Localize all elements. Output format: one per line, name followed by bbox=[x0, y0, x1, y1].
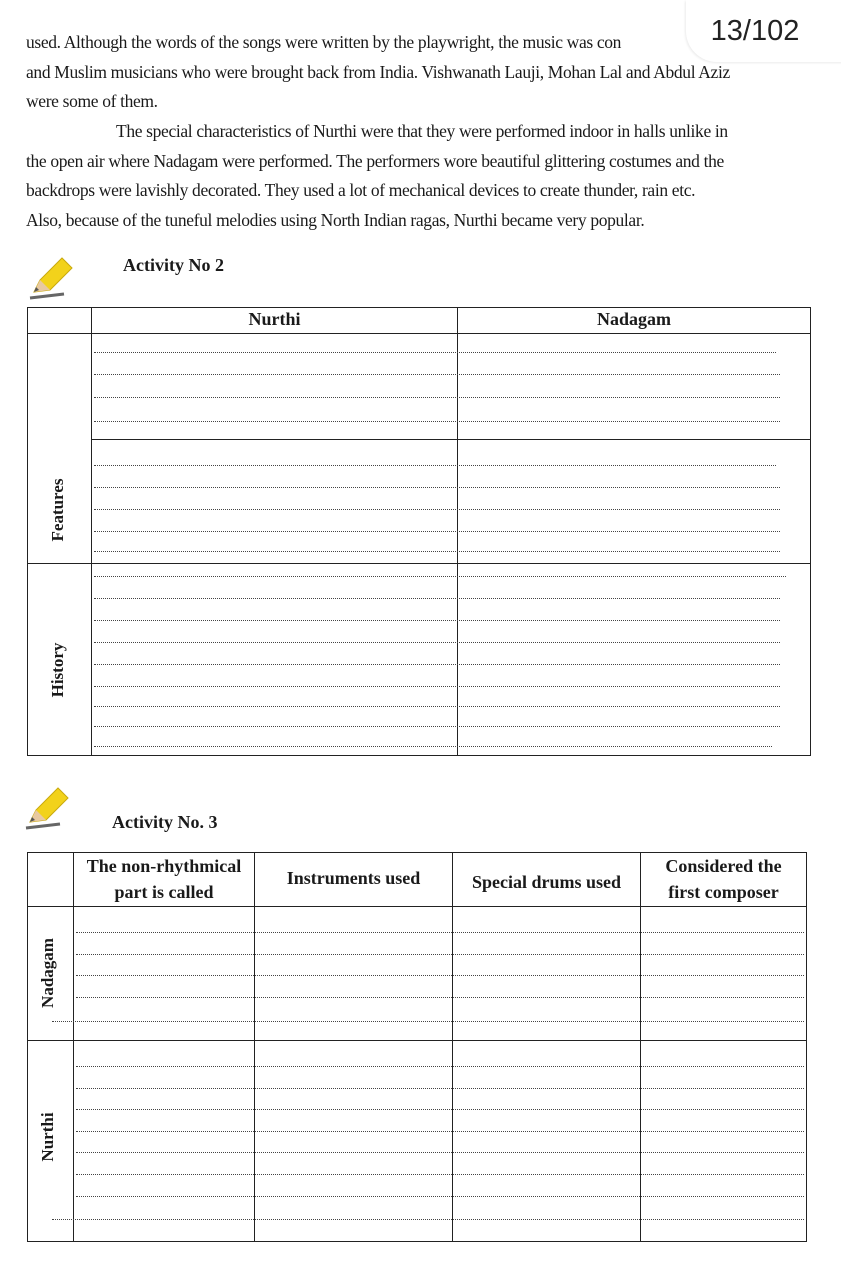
activity-2-title: Activity No 2 bbox=[123, 255, 224, 275]
activity-2-header-nadagam: Nadagam bbox=[596, 309, 671, 329]
paragraph-line-2: and Muslim musicians who were brought back from India. Vishwanath Lauji, Mohan Lal and Abdul Aziz bbox=[26, 62, 730, 82]
write-line[interactable] bbox=[94, 531, 780, 532]
activity-3-title: Activity No. 3 bbox=[112, 812, 218, 832]
write-line[interactable] bbox=[94, 421, 780, 422]
activity-2-table bbox=[27, 307, 811, 756]
write-line[interactable] bbox=[94, 509, 780, 510]
write-line[interactable] bbox=[76, 1109, 804, 1110]
pencil-icon bbox=[28, 252, 76, 300]
write-line[interactable] bbox=[76, 1088, 804, 1089]
activity-2-header-nurthi: Nurthi bbox=[248, 309, 301, 329]
write-line[interactable] bbox=[76, 954, 804, 955]
write-line[interactable] bbox=[94, 397, 780, 398]
activity-2-row-label-features: Features bbox=[48, 478, 67, 542]
write-line[interactable] bbox=[94, 487, 780, 488]
write-line[interactable] bbox=[52, 1021, 804, 1022]
write-line[interactable] bbox=[76, 997, 804, 998]
activity-3-table bbox=[27, 852, 807, 1242]
write-line[interactable] bbox=[94, 598, 780, 599]
write-line[interactable] bbox=[76, 1174, 804, 1175]
paragraph-line-7: Also, because of the tuneful melodies using North Indian ragas, Nurthi became very popular. bbox=[26, 210, 645, 230]
write-line[interactable] bbox=[52, 1219, 804, 1220]
write-line[interactable] bbox=[94, 620, 780, 621]
activity-2-row-label-history: History bbox=[48, 642, 67, 698]
activity-3-header-instruments: Instruments used bbox=[286, 868, 421, 888]
paragraph-line-6: backdrops were lavishly decorated. They used a lot of mechanical devices to create thunder, rain etc. bbox=[26, 180, 696, 200]
paragraph-line-5: the open air where Nadagam were performed. The performers wore beautiful glittering costumes and the bbox=[26, 151, 724, 171]
activity-3-row-label-nadagam: Nadagam bbox=[38, 938, 57, 1008]
write-line[interactable] bbox=[76, 1152, 804, 1153]
write-line[interactable] bbox=[94, 374, 780, 375]
write-line[interactable] bbox=[76, 932, 804, 933]
paragraph-line-3: were some of them. bbox=[26, 91, 158, 111]
write-line[interactable] bbox=[94, 726, 780, 727]
page-indicator: 13/102 bbox=[686, 0, 841, 62]
write-line[interactable] bbox=[76, 1196, 804, 1197]
write-line[interactable] bbox=[94, 686, 780, 687]
write-line[interactable] bbox=[94, 465, 776, 466]
activity-3-header-non-rhythmical: The non-rhythmical part is called bbox=[86, 856, 242, 902]
write-line[interactable] bbox=[94, 576, 786, 577]
activity-3-header-first-composer: Considered the first composer bbox=[665, 856, 782, 902]
write-line[interactable] bbox=[94, 664, 780, 665]
write-line[interactable] bbox=[76, 975, 804, 976]
write-line[interactable] bbox=[94, 352, 776, 353]
paragraph-line-4: The special characteristics of Nurthi were that they were performed indoor in halls unlike in bbox=[116, 121, 728, 141]
write-line[interactable] bbox=[76, 1066, 804, 1067]
pencil-icon bbox=[24, 782, 72, 830]
write-line[interactable] bbox=[94, 642, 780, 643]
paragraph-line-1: used. Although the words of the songs were written by the playwright, the music was con bbox=[26, 32, 622, 52]
write-line[interactable] bbox=[94, 706, 780, 707]
write-line[interactable] bbox=[94, 746, 772, 747]
activity-3-header-special-drums: Special drums used bbox=[471, 872, 622, 892]
activity-3-row-label-nurthi: Nurthi bbox=[38, 1112, 57, 1162]
write-line[interactable] bbox=[94, 551, 780, 552]
write-line[interactable] bbox=[76, 1131, 804, 1132]
